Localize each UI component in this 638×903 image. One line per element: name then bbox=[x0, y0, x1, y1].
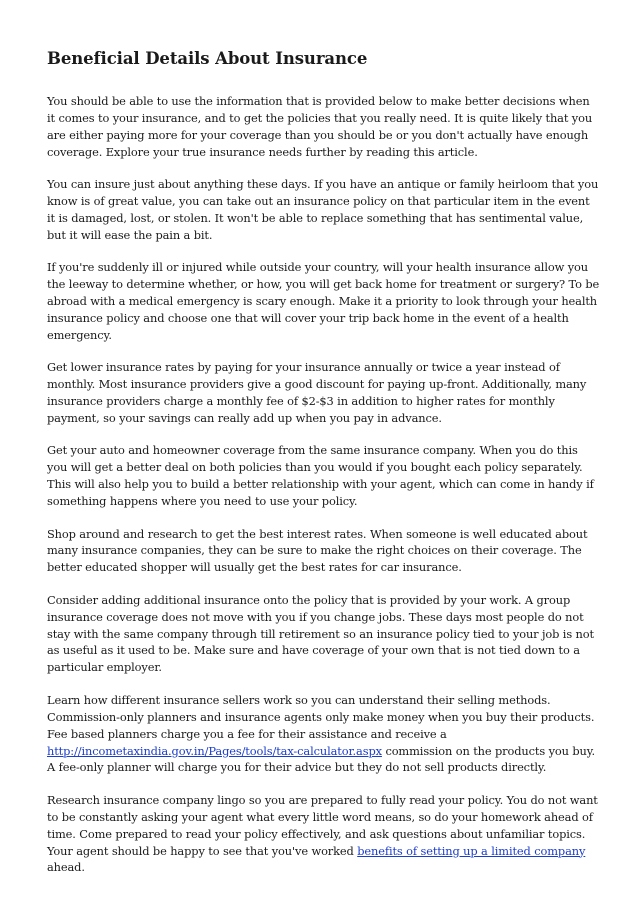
limited-company-link[interactable]: benefits of setting up a limited company bbox=[357, 843, 586, 858]
paragraph-9-text-before: Research insurance company lingo so you are prepared to fully read your policy. You do not want to be constantly asking your agent what every little word means, so do your homework ahead of time. Come prepared to read your policy effectively, and ask questions about unfamiliar topics. Your agent should be happy to see that you've worked bbox=[47, 792, 598, 858]
paragraph-8-text-after: commission on the products you buy. A fee-only planner will charge you for their advice but they do not sell products directly. bbox=[47, 743, 596, 775]
tax-calculator-link[interactable]: http://incometaxindia.gov.in/Pages/tools/tax-calculator.aspx bbox=[47, 743, 382, 758]
paragraph-6: Shop around and research to get the best interest rates. When someone is well educated about many insurance companies, they can be sure to make the right choices on their coverage. The better educated shopper will usually get the best rates for car insurance. bbox=[47, 526, 588, 575]
paragraph-9 bbox=[47, 792, 600, 877]
paragraph-7: Consider adding additional insurance onto the policy that is provided by your work. A group insurance coverage does not move with you if you change jobs. These days most people do not stay with the same company through till retirement so an insurance policy tied to your job is not as useful as it used to be. Make sure and have coverage of your own that is not tied down to a particular employer. bbox=[47, 592, 594, 675]
paragraph-8-text-before: Learn how different insurance sellers work so you can understand their selling methods. Commission-only planners and insurance agents only make money when you buy their products. Fee based planners charge you a fee for their assistance and receive a bbox=[47, 692, 595, 741]
document-page bbox=[47, 46, 600, 892]
paragraph-9-text-after: ahead. bbox=[47, 860, 85, 875]
paragraph-2: You can insure just about anything these days. If you have an antique or family heirloom that you know is of great value, you can take out an insurance policy on that particular item in the event it is damaged, lost, or stolen. It won't be able to replace something that has sentimental value, but it will ease the pain a bit. bbox=[47, 177, 599, 242]
paragraph-4: Get lower insurance rates by paying for your insurance annually or twice a year instead of monthly. Most insurance providers give a good discount for paying up-front. Additionally, many insurance providers charge a monthly fee of $2-$3 in addition to higher rates for monthly payment, so your savings can really add up when you pay in advance. bbox=[47, 360, 587, 425]
paragraph-3: If you're suddenly ill or injured while outside your country, will your health insurance allow you the leeway to determine whether, or how, you will get back home for treatment or surgery? To be abroad with a medical emergency is scary enough. Make it a priority to look through your health insurance policy and choose one that will cover your trip back home in the event of a health emergency. bbox=[47, 260, 600, 342]
paragraph-5: Get your auto and homeowner coverage from the same insurance company. When you do this you will get a better deal on both policies than you would if you bought each policy separately. This will also help you to build a better relationship with your agent, which can come in handy if something happens where you need to use your policy. bbox=[47, 443, 594, 509]
paragraph-8 bbox=[47, 692, 600, 777]
document-title: Beneficial Details About Insurance bbox=[47, 49, 368, 68]
paragraph-1: You should be able to use the information that is provided below to make better decisions when it comes to your insurance, and to get the policies that you really need. It is quite likely that you are either paying more for your coverage than you should be or you don't actually have enough coverage. Explore your true insurance needs further by reading this article. bbox=[47, 94, 593, 159]
